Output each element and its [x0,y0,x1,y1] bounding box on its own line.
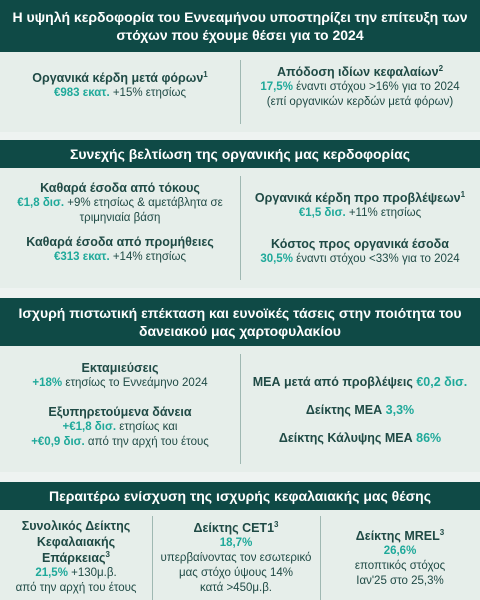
kpi-npe-coverage [240,430,480,446]
footnote-marker: 1 [203,69,208,79]
kpi-value: €313 εκατ. [53,251,110,263]
kpi-value: €983 εκατ. [53,87,110,99]
kpi-note: εποπτικός στόχος [354,560,446,572]
kpi-title: Εκταμιεύσεις [81,361,159,375]
kpi-note-tertiary: κατά >450μ.β. [199,582,272,594]
kpi-organic-net-profit [0,70,240,101]
kpi-organic-pre-provision-income [240,190,480,221]
section-title: Η υψηλή κερδοφορία του Εννεαμήνου υποστηρίζει την επίτευξη των στόχων που έχουμε θέσει για το 2024 [12,9,468,43]
kpi-net-interest-income [0,180,240,226]
kpi-cost-to-income [240,236,480,267]
kpi-title-line: Επάρκειας [42,551,106,565]
section-panel-capital-position [0,510,480,600]
kpi-value: €1,5 δισ. [298,207,346,219]
kpi-note-secondary: (επί οργανικών κερδών μετά φόρων) [266,96,454,108]
kpi-value: +18% [32,377,63,389]
kpi-value: 86% [416,431,442,445]
kpi-title: Κόστος προς οργανικά έσοδα [271,237,449,251]
kpi-title: Εξυπηρετούμενα δάνεια [48,405,192,419]
kpi-value: 18,7% [219,537,253,549]
kpi-note-secondary: από την αρχή του έτους [15,582,137,594]
kpi-title: Καθαρά έσοδα από προμήθειες [26,235,214,249]
section-panel-organic-profitability [0,168,480,288]
section-header-capital-position [0,482,480,510]
section-header-profitability [0,0,480,52]
kpi-value: 17,5% [260,81,293,93]
kpi-note-secondary: Ιαν'25 στο 25,3% [356,575,444,587]
kpi-note-secondary: μας στόχο ύψους 14% [179,567,293,579]
footnote-marker: 1 [460,189,466,199]
kpi-note: υπερβαίνοντας τον εσωτερικό [160,552,312,564]
section-title: Ισχυρή πιστωτική επέκταση και ευνοϊκές τάσεις στην ποιότητα του δανειακού μας χαρτοφυλακίου [18,305,462,339]
kpi-value: 30,5% [260,253,293,265]
footnote-marker: 3 [439,527,445,537]
section-title: Συνεχής βελτίωση της οργανικής μας κερδοφορίας [70,146,410,162]
section-header-organic-profitability [0,140,480,168]
kpi-note: +9% ετησίως & αμετάβλητα σε [67,197,223,209]
kpi-cet1-ratio [152,520,320,596]
kpi-note-secondary: από την αρχή του έτους [87,436,209,448]
section-panel-profitability [0,52,480,132]
kpi-note: +11% ετησίως [348,207,422,219]
kpi-value: +€1,8 δισ. [62,421,117,433]
footnote-marker: 2 [438,63,444,73]
section-header-credit-expansion [0,298,480,346]
kpi-title: Δείκτης MREL [355,529,440,543]
kpi-npe-after-provisions [240,374,480,390]
kpi-return-on-equity [240,64,480,110]
kpi-title: Δείκτης CET1 [193,521,275,535]
kpi-note: ετησίως και [119,421,178,433]
kpi-title: Οργανικά κέρδη προ προβλέψεων [254,191,461,205]
kpi-title: Καθαρά έσοδα από τόκους [40,181,200,195]
section-panel-credit-expansion [0,346,480,472]
kpi-note: +14% ετησίως [112,251,187,263]
kpi-value: €0,2 δισ. [416,375,468,389]
kpi-net-fee-income [0,234,240,265]
kpi-title-line: Συνολικός Δείκτης [21,519,131,533]
kpi-total-capital-ratio [0,518,152,596]
kpi-title: Απόδοση ιδίων κεφαλαίων [276,65,439,79]
footnote-marker: 3 [274,519,279,529]
kpi-disbursements [0,360,240,391]
kpi-value-secondary: +€0,9 δισ. [31,436,85,448]
kpi-value: 26,6% [383,545,417,557]
kpi-note-secondary: τριμηνιαία βάση [79,212,161,224]
kpi-note: έναντι στόχου >16% για το 2024 [296,81,460,93]
kpi-title: Δείκτης ΜΕΑ [305,403,383,417]
kpi-note: +15% ετησίως [112,87,187,99]
footnote-marker: 3 [105,549,110,559]
kpi-npe-ratio [240,402,480,418]
kpi-value: 21,5% [35,567,68,579]
kpi-title: ΜΕΑ μετά από προβλέψεις [252,375,413,389]
kpi-note: ετησίως το Εννεάμηνο 2024 [65,377,208,389]
kpi-note: έναντι στόχου <33% για το 2024 [296,253,460,265]
kpi-mrel-ratio [320,528,480,589]
kpi-performing-loans [0,404,240,450]
kpi-title-line: Κεφαλαιακής [36,535,116,549]
section-title: Περαιτέρω ενίσχυση της ισχυρής κεφαλαιακής μας θέσης [49,488,431,504]
kpi-value: €1,8 δισ. [17,197,65,209]
kpi-title: Δείκτης Κάλυψης ΜΕΑ [278,431,413,445]
kpi-title: Οργανικά κέρδη μετά φόρων [32,71,204,85]
kpi-value: 3,3% [385,403,415,417]
kpi-note: +130μ.β. [71,567,117,579]
